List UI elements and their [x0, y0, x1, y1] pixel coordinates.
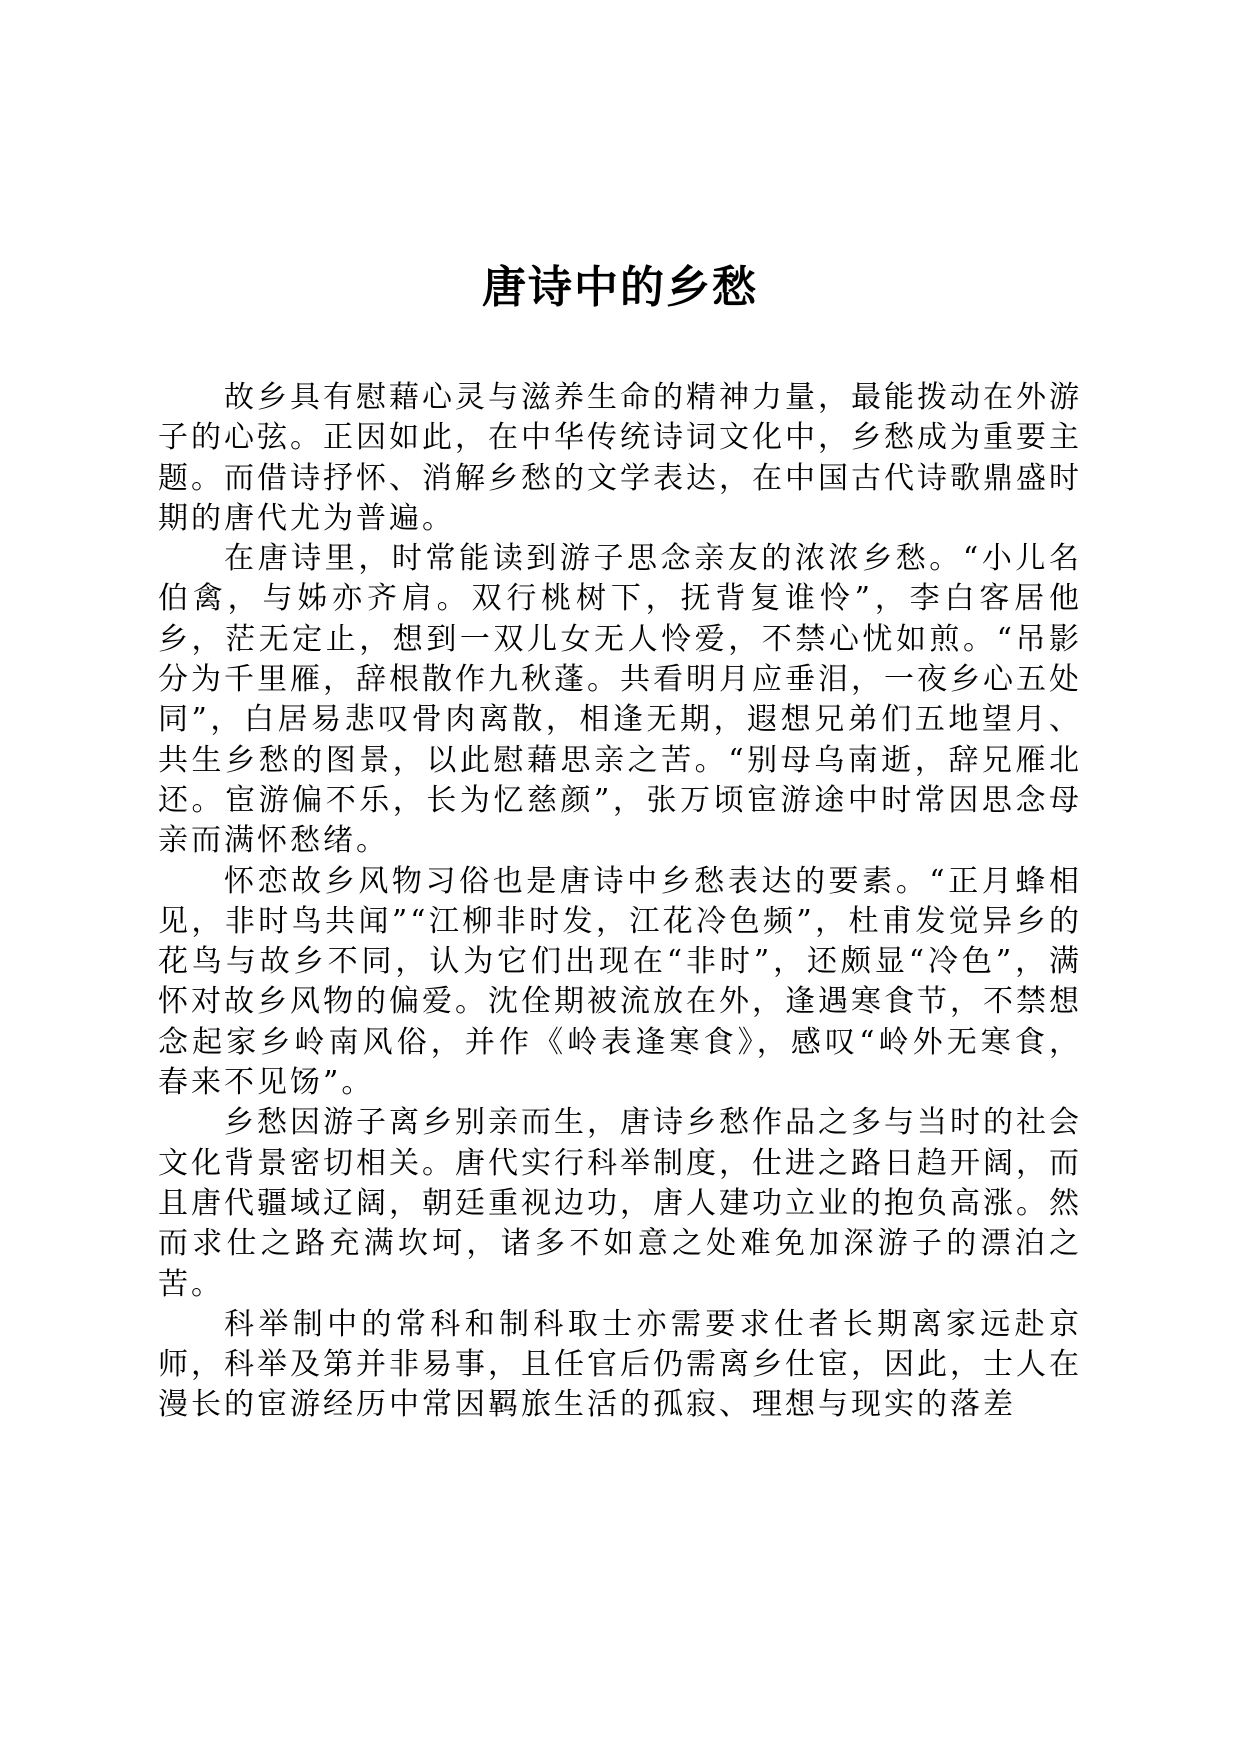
- paragraph-1: 故乡具有慰藉心灵与滋养生命的精神力量，最能拨动在外游子的心弦。正因如此，在中华传统诗词文化中，乡愁成为重要主题。而借诗抒怀、消解乡愁的文学表达，在中国古代诗歌鼎盛时期的唐代尤为普遍。: [158, 380, 1082, 536]
- paragraph-2: 在唐诗里，时常能读到游子思念亲友的浓浓乡愁。“小儿名伯禽，与姊亦齐肩。双行桃树下，抚背复谁怜”，李白客居他乡，茫无定止，想到一双儿女无人怜爱，不禁心忧如煎。“吊影分为千里雁，辞根散作九秋蓬。共看明月应垂泪，一夜乡心五处同”，白居易悲叹骨肉离散，相逢无期，遐想兄弟们五地望月、共生乡愁的图景，以此慰藉思亲之苦。“别母乌南逝，辞兄雁北还。宦游偏不乐，长为忆慈颜”，张万顷宦游途中时常因思念母亲而满怀愁绪。: [158, 541, 1082, 859]
- paragraph-5: 科举制中的常科和制科取士亦需要求仕者长期离家远赴京师，科举及第并非易事，且任官后仍需离乡仕宦，因此，士人在漫长的宦游经历中常因羁旅生活的孤寂、理想与现实的落差: [158, 1306, 1082, 1423]
- paragraph-4: 乡愁因游子离乡别亲而生，唐诗乡愁作品之多与当时的社会文化背景密切相关。唐代实行科举制度，仕进之路日趋开阔，而且唐代疆域辽阔，朝廷重视边功，唐人建功立业的抱负高涨。然而求仕之路充满坎坷，诸多不如意之处难免加深游子的漂泊之苦。: [158, 1105, 1082, 1302]
- article-body: [158, 378, 1082, 1426]
- page-title: 唐诗中的乡愁: [482, 262, 758, 313]
- paragraph-3: 怀恋故乡风物习俗也是唐诗中乡愁表达的要素。“正月蜂相见，非时鸟共闻”“江柳非时发，江花冷色频”，杜甫发觉异乡的花鸟与故乡不同，认为它们出现在“非时”，还颇显“冷色”，满怀对故乡风物的偏爱。沈佺期被流放在外，逢遇寒食节，不禁想念起家乡岭南风俗，并作《岭表逢寒食》，感叹“岭外无寒食，春来不见饧”。: [158, 863, 1082, 1101]
